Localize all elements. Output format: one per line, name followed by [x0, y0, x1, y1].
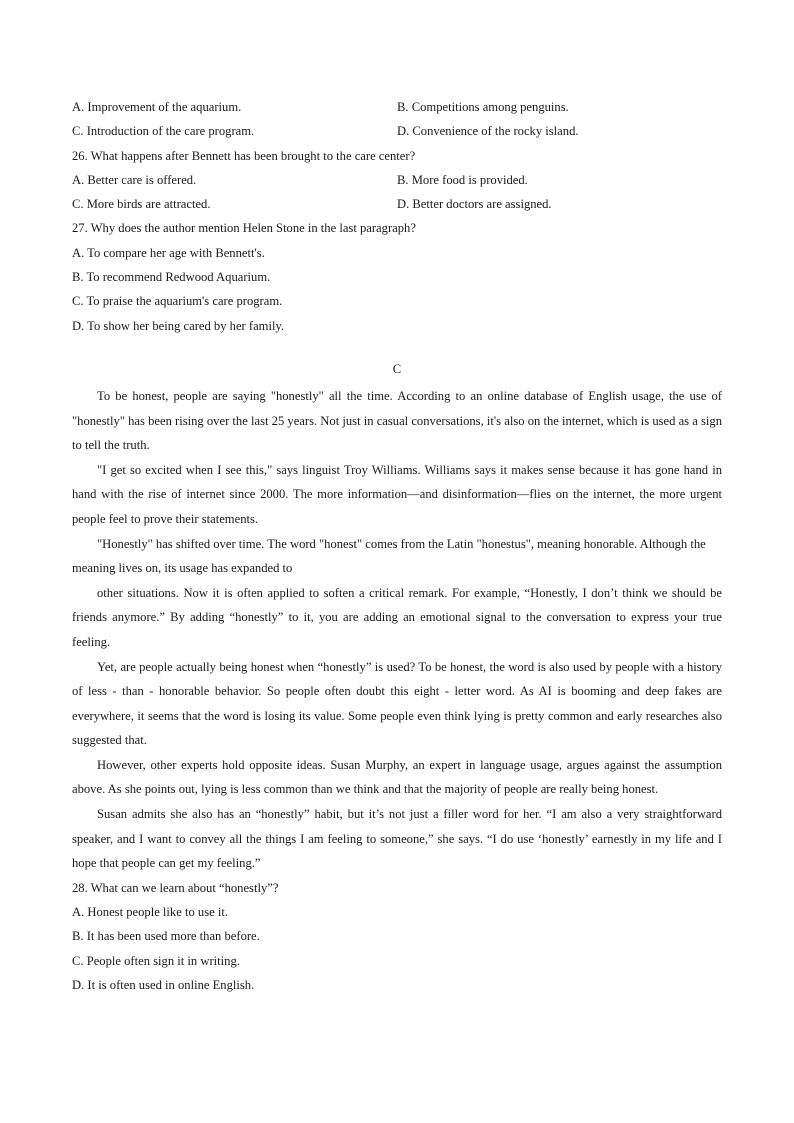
q25-options-row-1 [72, 95, 722, 119]
q27-option-b: B. To recommend Redwood Aquarium. [72, 270, 271, 285]
passage-paragraph-3a: "Honestly" has shifted over time. The word "honest" comes from the Latin "honestus", meaning honorable. Although the meaning lives on, its usage has expanded to [72, 536, 706, 576]
exam-page [72, 95, 722, 997]
q26-option-d: D. Better doctors are assigned. [397, 196, 552, 211]
q26-option-c: C. More birds are attracted. [72, 196, 211, 211]
q25-option-a: A. Improvement of the aquarium. [72, 99, 242, 114]
q25-option-c: C. Introduction of the care program. [72, 123, 255, 138]
q27-question: 27. Why does the author mention Helen Stone in the last paragraph? [72, 221, 416, 236]
q28-option-b: B. It has been used more than before. [72, 929, 260, 944]
q25-option-d: D. Convenience of the rocky island. [397, 123, 579, 138]
passage-paragraph-2: "I get so excited when I see this," says linguist Troy Williams. Williams says it makes sense because it has gone hand in hand with the rise of internet since 2000. The more information—and disinformation—flies on the internet, the more urgent people feel to prove their statements. [72, 462, 722, 526]
q27-option-a: A. To compare her age with Bennett's. [72, 245, 265, 260]
passage-paragraph-3b: other situations. Now it is often applied to soften a critical remark. For example, “Honestly, I don’t think we should be friends anymore.” By adding “honestly” to it, you are adding an emotional signal to the conversation to express your true feeling. [72, 585, 722, 649]
q26-question: 26. What happens after Bennett has been brought to the care center? [72, 148, 416, 163]
passage-paragraph-6: Susan admits she also has an “honestly” habit, but it’s not just a filler word for her. “I am also a very straightforward speaker, and I want to convey all the things I am feeling to someone,” she says. “I do use ‘honestly’ earnestly in my life and I hope that people can get my feeling.” [72, 807, 722, 871]
q27-option-d: D. To show her being cared by her family. [72, 318, 285, 333]
q25-option-b: B. Competitions among penguins. [397, 99, 569, 114]
q28-question: 28. What can we learn about “honestly”? [72, 880, 279, 895]
q27-option-c: C. To praise the aquarium's care program. [72, 294, 283, 309]
q25-options-row-2 [72, 119, 722, 143]
q26-option-a: A. Better care is offered. [72, 172, 197, 187]
passage-paragraph-1: To be honest, people are saying "honestly" all the time. According to an online database of English usage, the use of "honestly" has been rising over the last 25 years. Not just in casual conversations, it's also on the internet, which is used as a sign to tell the truth. [72, 388, 722, 453]
section-c-title: C [392, 361, 402, 376]
q28-option-d: D. It is often used in online English. [72, 978, 255, 993]
passage-paragraph-4: Yet, are people actually being honest when “honestly” is used? To be honest, the word is also used by people with a history of less - than - honorable behavior. So people often doubt this eight - letter word. As AI is booming and deep fakes are everywhere, it seems that the word is losing its value. Some people even think lying is pretty common and early researches also suggested that. [72, 659, 722, 748]
q28-option-c: C. People often sign it in writing. [72, 953, 240, 968]
passage-paragraph-5: However, other experts hold opposite ideas. Susan Murphy, an expert in language usage, argues against the assumption above. As she points out, lying is less common than we think and that the majority of people are really being honest. [72, 757, 722, 797]
q26-option-b: B. More food is provided. [397, 172, 528, 187]
q26-options-row-2 [72, 192, 722, 216]
q28-option-a: A. Honest people like to use it. [72, 905, 228, 920]
q26-options-row-1 [72, 168, 722, 192]
